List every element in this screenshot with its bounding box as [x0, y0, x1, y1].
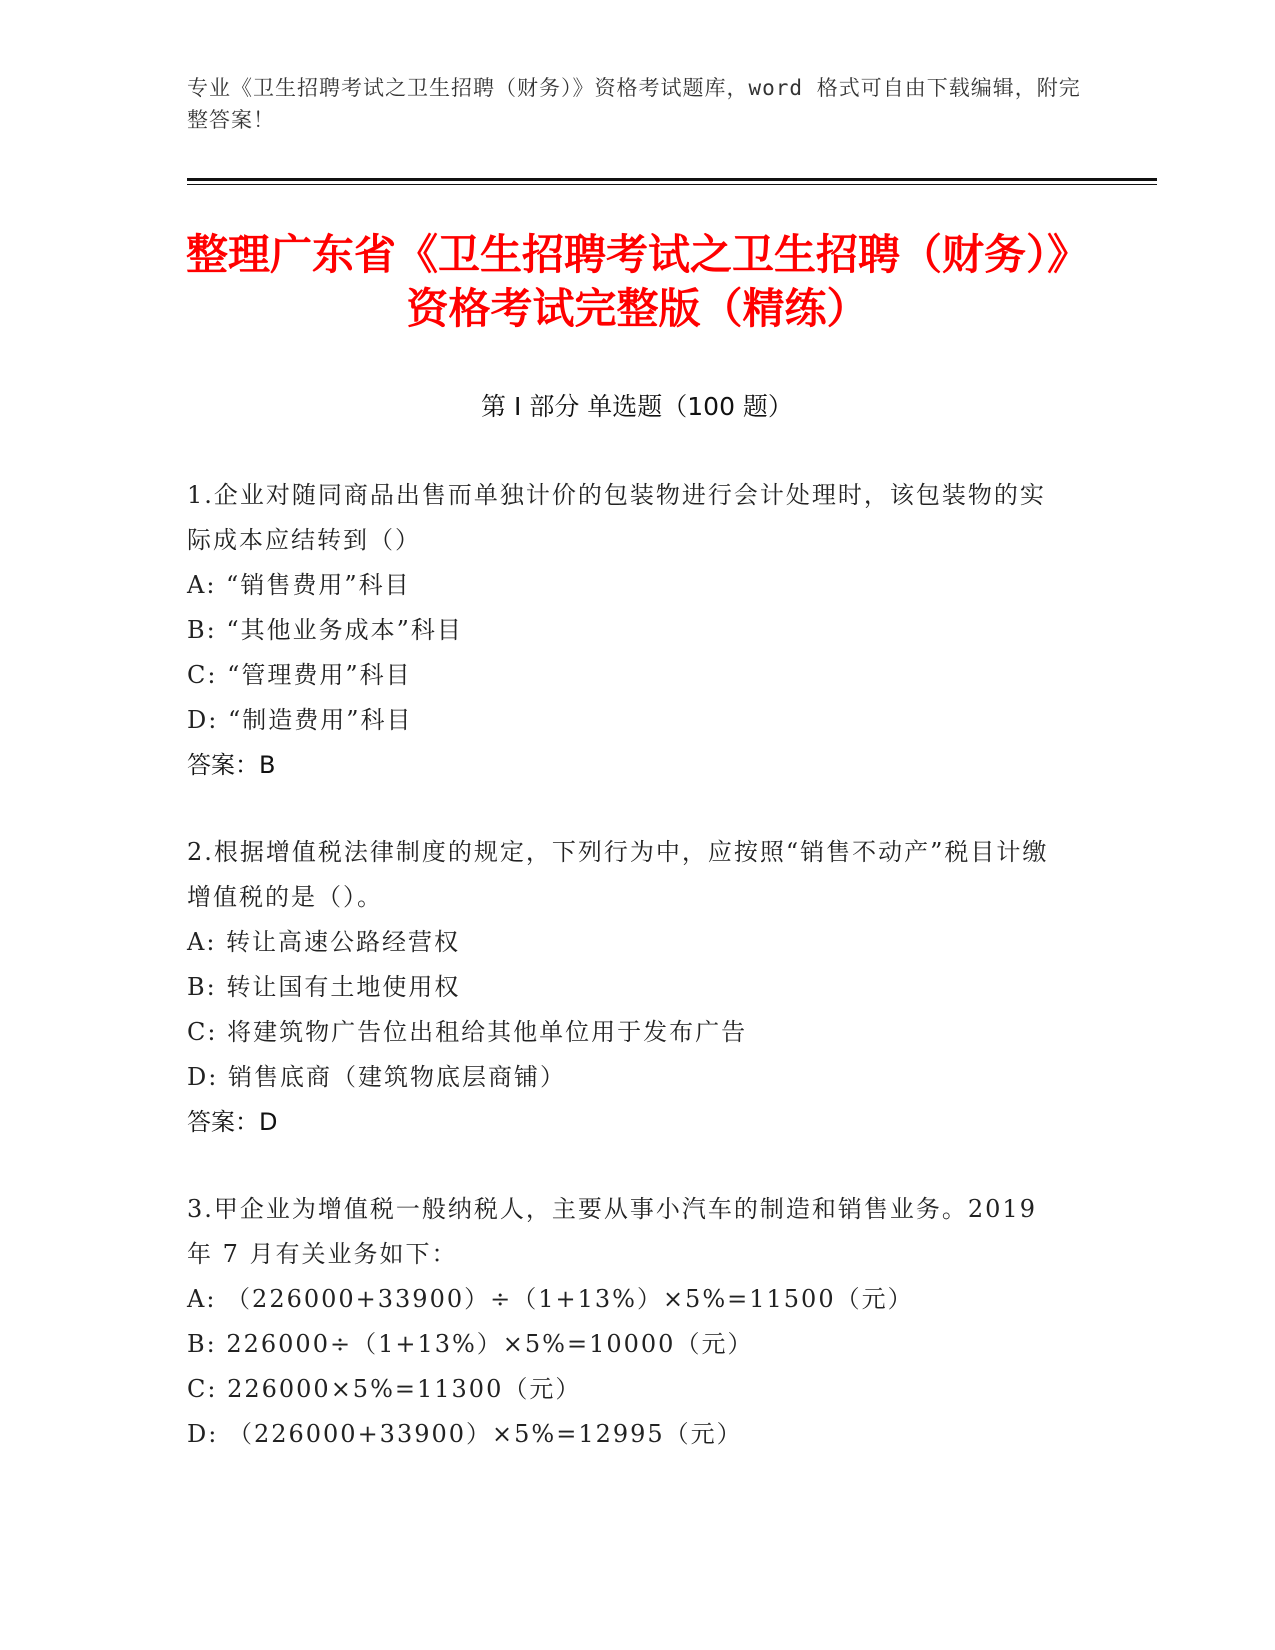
question-list [187, 473, 1067, 1499]
header-text: 专业《卫生招聘考试之卫生招聘（财务）》资格考试题库，word 格式可自由下载编辑，附完整答案！ [187, 76, 1081, 132]
section-heading: 第 I 部分 单选题（100 题） [481, 392, 793, 421]
answer: 答案：D [187, 1108, 278, 1136]
option-b: B: 转让国有土地使用权 [187, 973, 461, 1001]
option-b: B: “其他业务成本”科目 [187, 616, 463, 644]
option-a: A: “销售费用”科目 [187, 571, 411, 599]
document-header [187, 72, 1087, 136]
option-c: C: 226000×5%=11300（元） [187, 1375, 582, 1403]
option-d: D: （226000+33900）×5%=12995（元） [187, 1420, 743, 1448]
header-divider-thick [187, 178, 1157, 181]
question-1 [187, 473, 1067, 788]
option-b: B: 226000÷（1+13%）×5%=10000（元） [187, 1330, 754, 1358]
option-a: A: （226000+33900）÷（1+13%）×5%=11500（元） [187, 1285, 914, 1313]
option-d: D: “制造费用”科目 [187, 706, 413, 734]
option-c: C: “管理费用”科目 [187, 661, 412, 689]
question-3 [187, 1187, 1067, 1457]
question-stem: 1.企业对随同商品出售而单独计价的包装物进行会计处理时，该包装物的实际成本应结转到（） [187, 481, 1046, 554]
question-stem: 3.甲企业为增值税一般纳税人，主要从事小汽车的制造和销售业务。2019 年 7 月有关业务如下： [187, 1195, 1037, 1268]
question-stem: 2.根据增值税法律制度的规定，下列行为中，应按照“销售不动产”税目计缴增值税的是（）。 [187, 838, 1049, 911]
option-d: D: 销售底商（建筑物底层商铺） [187, 1063, 566, 1091]
header-divider-thin [187, 184, 1157, 185]
option-c: C: 将建筑物广告位出租给其他单位用于发布广告 [187, 1018, 748, 1046]
document-title: 整理广东省《卫生招聘考试之卫生招聘（财务）》资格考试完整版（精练） [185, 230, 1089, 333]
question-2 [187, 830, 1067, 1145]
answer: 答案：B [187, 751, 276, 779]
option-a: A: 转让高速公路经营权 [187, 928, 461, 956]
